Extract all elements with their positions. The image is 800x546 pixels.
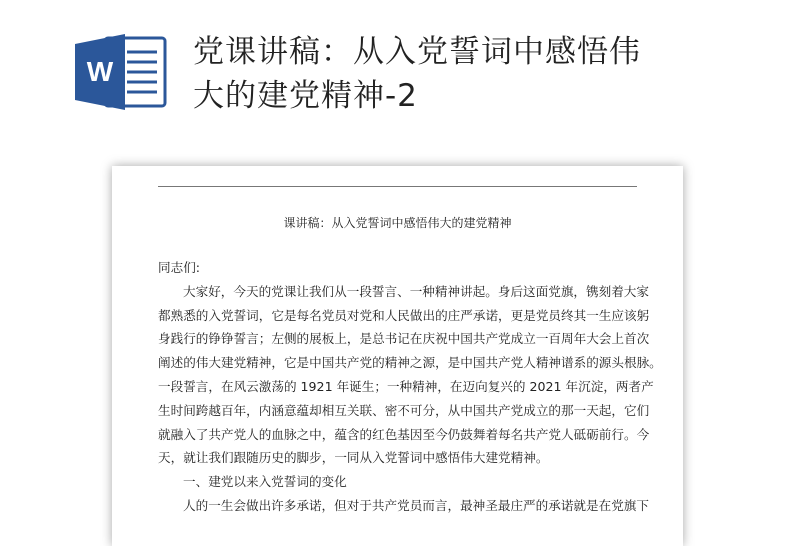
body-line: 一、建党以来入党誓词的变化	[183, 474, 347, 490]
body-line: 生时间跨越百年，内涵意蕴却相互关联、密不可分，从中国共产党成立的那一天起，它们	[158, 402, 650, 418]
svg-text:W: W	[86, 56, 114, 87]
document-heading: 课讲稿：从入党誓词中感悟伟大的建党精神	[283, 216, 512, 230]
document-body	[158, 256, 662, 518]
header-rule	[158, 186, 637, 187]
body-line: 同志们:	[158, 260, 201, 275]
body-line: 天，就让我们跟随历史的脚步，一同从入党誓词中感悟伟大建党精神。	[158, 450, 549, 466]
body-line: 阐述的伟大建党精神，它是中国共产党的精神之源，是中国共产党人精神谱系的源头根脉。	[158, 355, 662, 371]
body-line: 身践行的铮铮誓言；左侧的展板上，是总书记在庆祝中国共产党成立一百周年大会上首次	[158, 331, 650, 347]
document-title: 党课讲稿：从入党誓词中感悟伟 大的建党精神-2	[193, 34, 641, 114]
body-line: 一段誓言，在风云激荡的 1921 年诞生；一种精神，在迈向复兴的 2021 年沉淀，两者产	[158, 378, 654, 394]
document-page-preview	[112, 166, 683, 546]
body-line: 人的一生会做出许多承诺，但对于共产党员而言，最神圣最庄严的承诺就是在党旗下	[183, 497, 649, 513]
body-line: 就融入了共产党人的血脉之中，蕴含的红色基因至今仍鼓舞着每名共产党人砥砺前行。今	[158, 426, 650, 442]
body-line: 大家好，今天的党课让我们从一段誓言、一种精神讲起。身后这面党旗，镌刻着大家	[183, 283, 649, 299]
body-line: 都熟悉的入党誓词，它是每名党员对党和人民做出的庄严承诺，更是党员终其一生应该躬	[158, 307, 650, 323]
word-document-icon	[75, 34, 167, 110]
